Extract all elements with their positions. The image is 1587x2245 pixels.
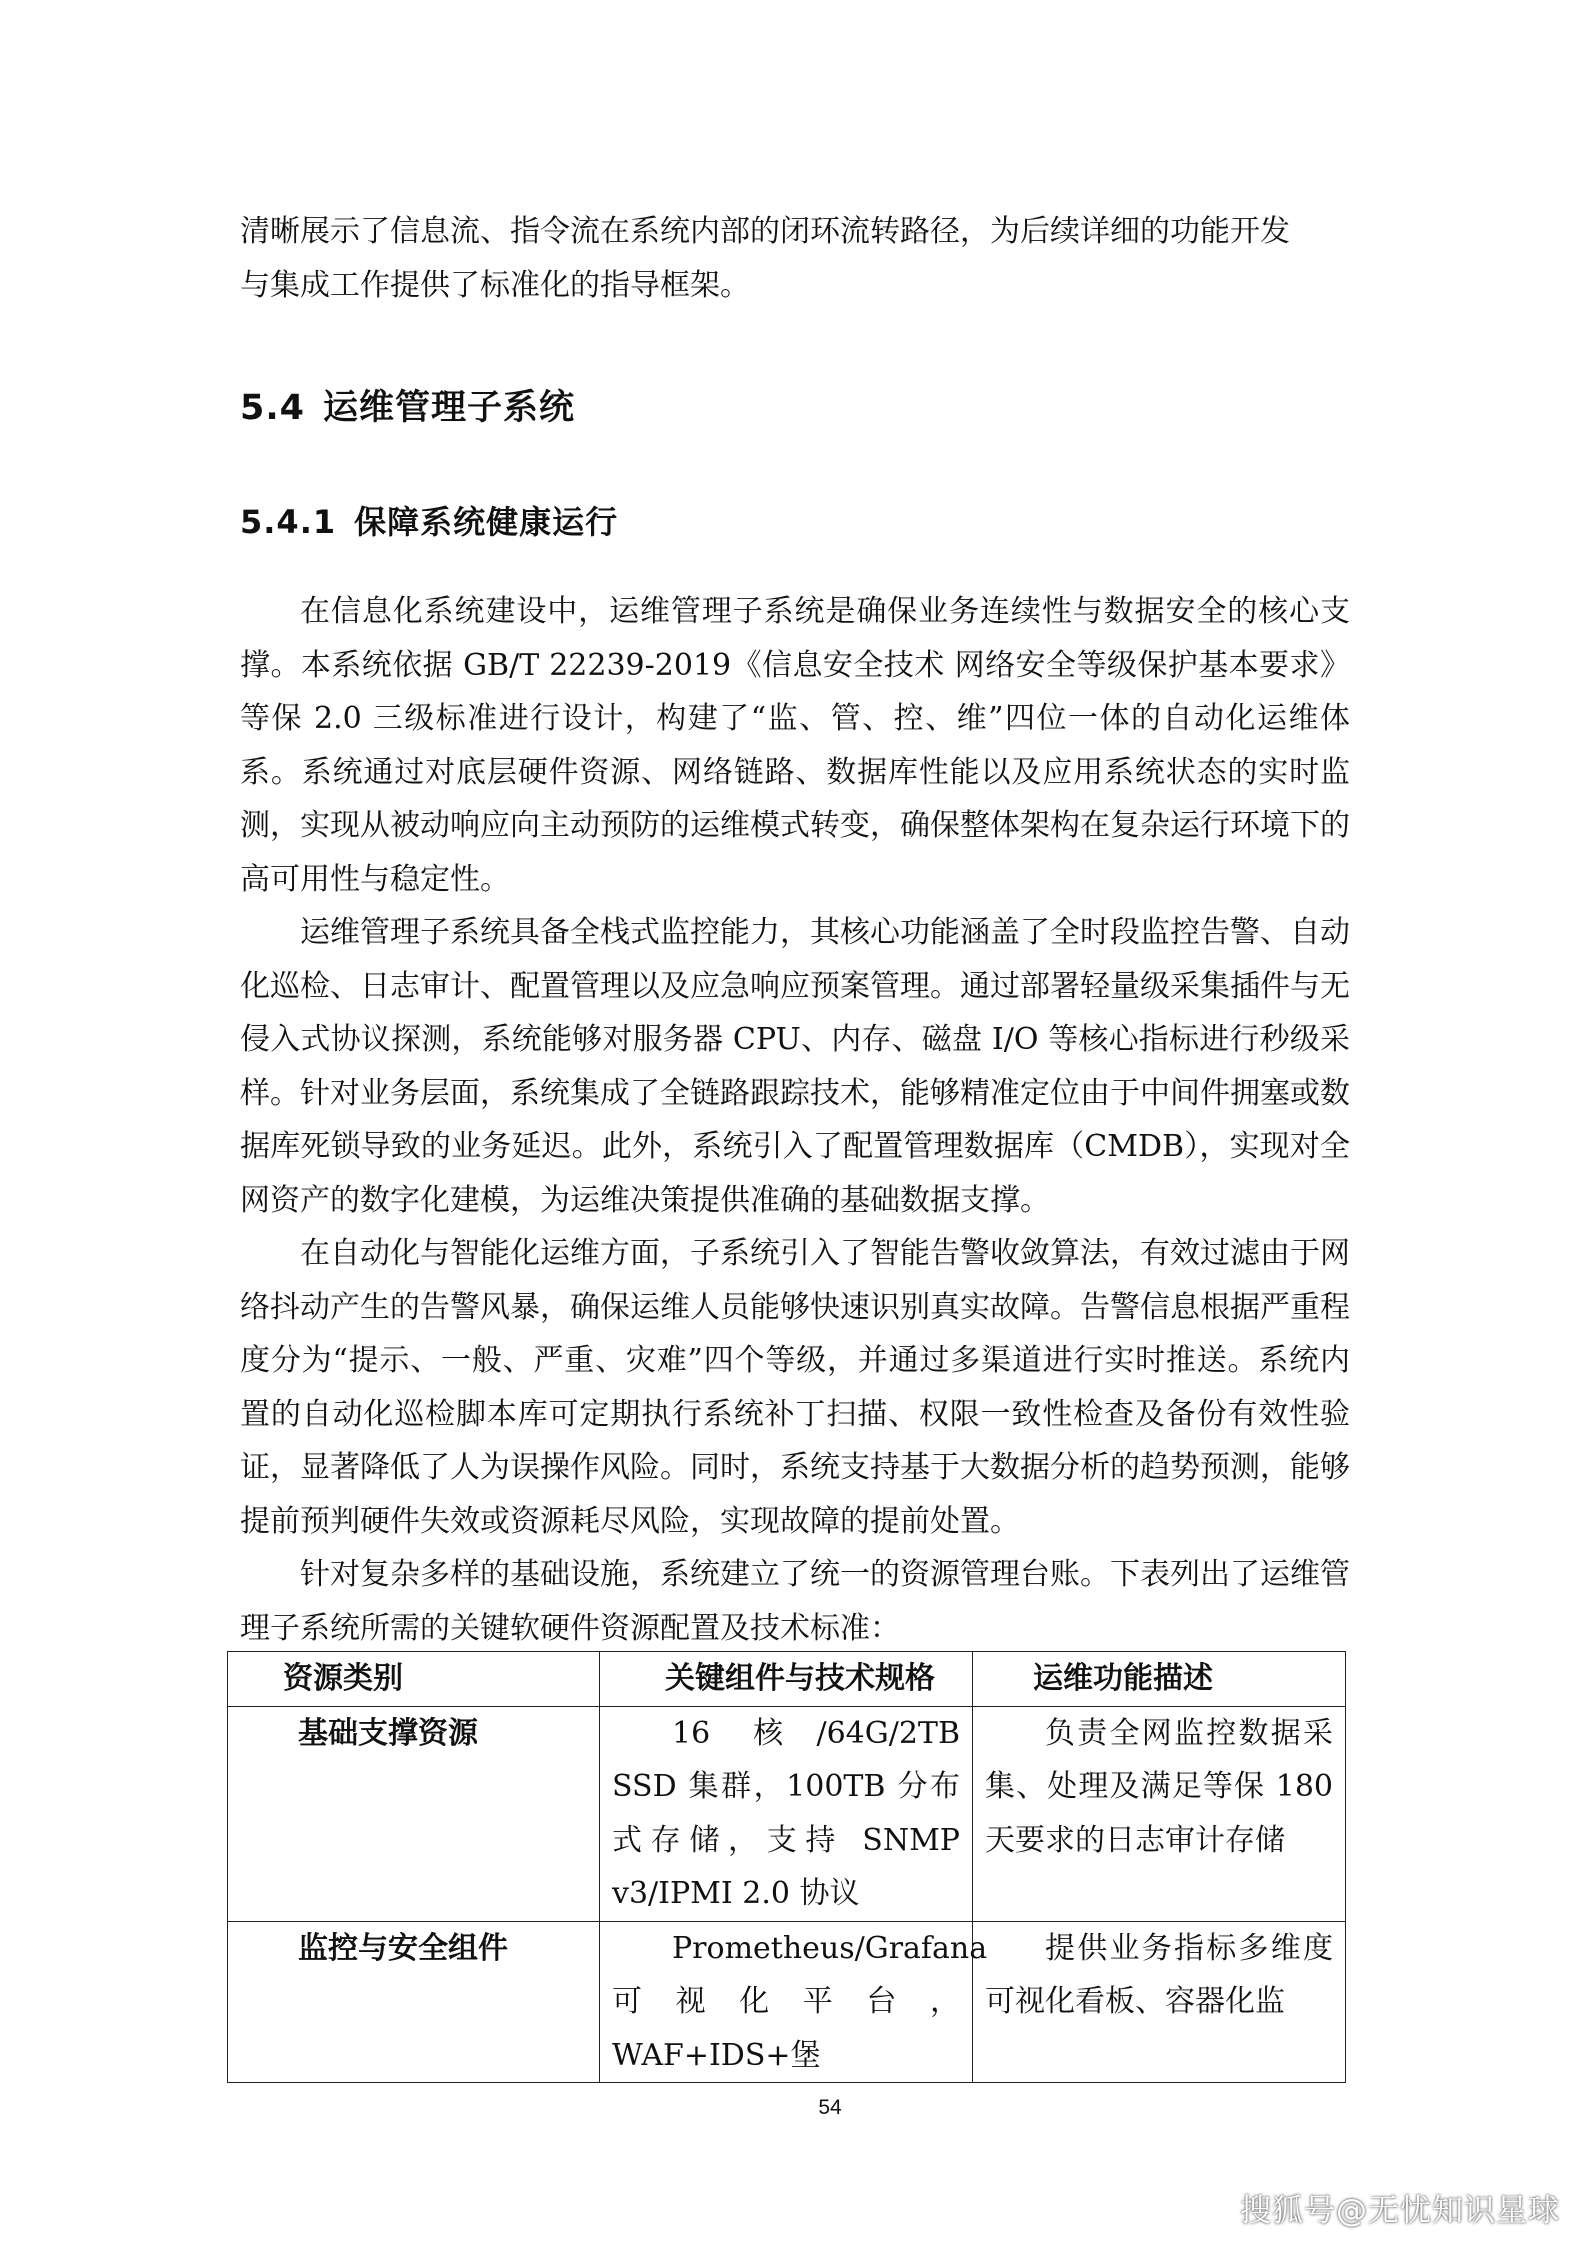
header-components-spec: 关键组件与技术规格 — [600, 1652, 973, 1707]
row-desc: 提供业务指标多维度可视化看板、容器化监 — [973, 1921, 1346, 2083]
table-row — [228, 1921, 1346, 2083]
intro-text — [240, 205, 1350, 312]
paragraph-4: 针对复杂多样的基础设施，系统建立了统一的资源管理台账。下表列出了运维管理子系统所需的关键软硬件资源配置及技术标准： — [240, 1557, 1350, 1646]
subsection-heading — [240, 497, 618, 543]
resource-table — [227, 1651, 1346, 2083]
subsection-number: 5.4.1 — [240, 503, 337, 541]
table-header-row — [228, 1652, 1346, 1707]
paragraph-3: 在自动化与智能化运维方面，子系统引入了智能告警收敛算法，有效过滤由于网络抖动产生的告警风暴，确保运维人员能够快速识别真实故障。告警信息根据严重程度分为“提示、一般、严重、灾难”四个等级，并通过多渠道进行实时推送。系统内置的自动化巡检脚本库可定期执行系统补丁扫描、权限一致性检查及备份有效性验证，显著降低了人为误操作风险。同时，系统支持基于大数据分析的趋势预测，能够提前预判硬件失效或资源耗尽风险，实现故障的提前处置。 — [240, 1236, 1350, 1539]
row-spec: Prometheus/Grafana 可视化平台，WAF+IDS+堡 — [600, 1921, 973, 2083]
watermark: 搜狐号@无忧知识星球 — [1240, 2193, 1560, 2229]
section-heading — [240, 380, 575, 430]
subsection-title: 保障系统健康运行 — [354, 503, 619, 541]
paragraph-2: 运维管理子系统具备全栈式监控能力，其核心功能涵盖了全时段监控告警、自动化巡检、日志审计、配置管理以及应急响应预案管理。通过部署轻量级采集插件与无侵入式协议探测，系统能够对服务器 CPU、内存、磁盘 I/O 等核心指标进行秒级采样。针对业务层面，系统集成了全链路跟踪技术，能够精准定位由于中间件拥塞或数据库死锁导致的业务延迟。此外，系统引入了配置管理数据库（CMDB），实现对全网资产的数字化建模，为运维决策提供准确的基础数据支撑。 — [240, 915, 1350, 1218]
table-row — [228, 1706, 1346, 1921]
header-resource-category: 资源类别 — [228, 1652, 600, 1707]
section-title: 运维管理子系统 — [323, 388, 576, 428]
row-category: 监控与安全组件 — [228, 1921, 600, 2083]
intro-line-2: 与集成工作提供了标准化的指导框架。 — [240, 267, 750, 303]
page-number: 54 — [818, 2096, 842, 2119]
row-category: 基础支撑资源 — [228, 1706, 600, 1921]
section-number: 5.4 — [240, 388, 306, 428]
paragraph-1: 在信息化系统建设中，运维管理子系统是确保业务连续性与数据安全的核心支撑。本系统依据 GB/T 22239-2019《信息安全技术 网络安全等级保护基本要求》等保 2.0 三级标准进行设计，构建了“监、管、控、维”四位一体的自动化运维体系。系统通过对底层硬件资源、网络链路、数据库性能以及应用系统状态的实时监测，实现从被动响应向主动预防的运维模式转变，确保整体架构在复杂运行环境下的高可用性与稳定性。 — [240, 594, 1350, 897]
intro-line-1: 清晰展示了信息流、指令流在系统内部的闭环流转路径，为后续详细的功能开发 — [240, 214, 1290, 249]
row-spec: 16 核/64G/2TB SSD 集群，100TB 分布式存储，支持 SNMP v3/IPMI 2.0 协议 — [600, 1706, 973, 1921]
header-function-desc: 运维功能描述 — [973, 1652, 1346, 1707]
row-desc: 负责全网监控数据采集、处理及满足等保 180 天要求的日志审计存储 — [973, 1706, 1346, 1921]
body-paragraphs — [240, 585, 1350, 1655]
